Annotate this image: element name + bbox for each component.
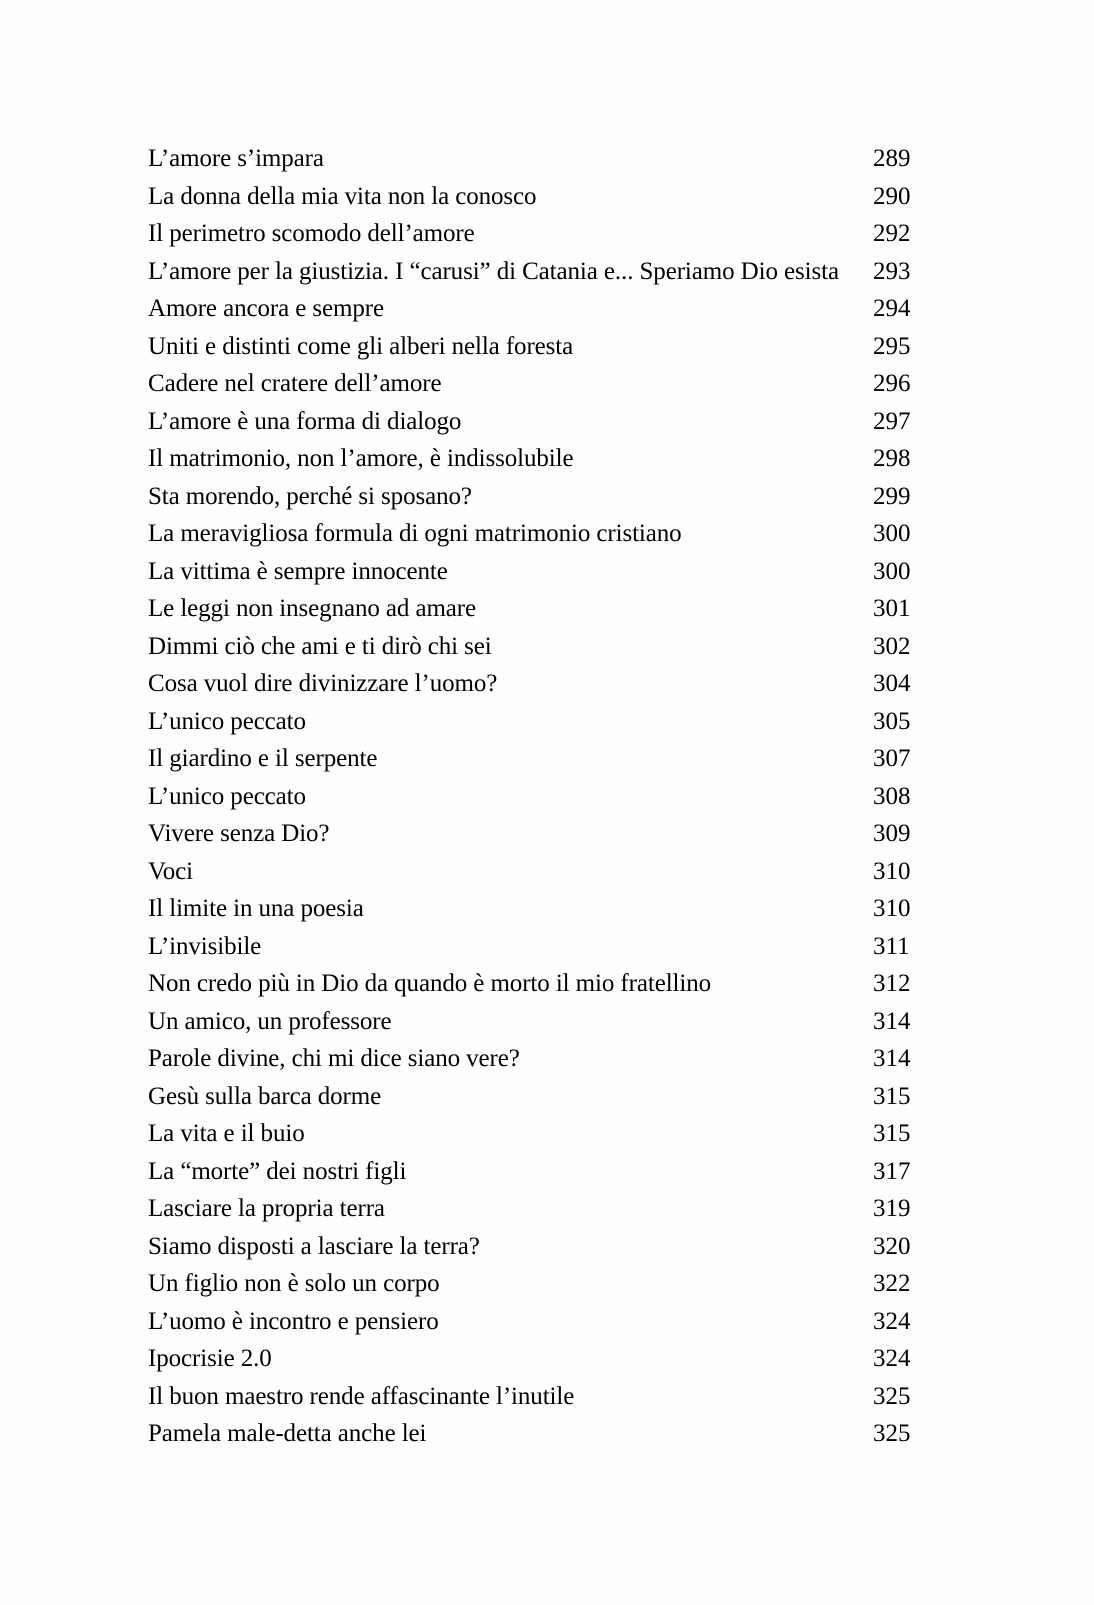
toc-entry-title: L’amore s’impara	[148, 145, 324, 172]
toc-entry-page-cell	[873, 253, 925, 294]
toc-entry-page-number: 310	[873, 895, 911, 922]
toc-entry-title-cell	[148, 665, 873, 706]
toc-entry-title-cell	[148, 215, 873, 256]
toc-entry-page-cell	[873, 178, 925, 219]
toc-entry[interactable]	[148, 590, 925, 628]
toc-entry-title: Un amico, un professore	[148, 1007, 392, 1035]
toc-entry[interactable]	[148, 815, 925, 853]
toc-entry-page-number: 315	[873, 1082, 911, 1110]
toc-entry-page-cell	[873, 665, 925, 706]
toc-entry-title: La donna della mia vita non la conosco	[148, 182, 537, 210]
toc-entry-title-cell	[148, 1003, 873, 1044]
toc-entry-title: Il limite in una poesia	[148, 895, 364, 922]
toc-entry-page-number: 294	[873, 295, 911, 322]
toc-entry-page-number: 296	[873, 370, 911, 397]
toc-entry-page-cell	[873, 478, 925, 519]
toc-entry-title: Il matrimonio, non l’amore, è indissolubile	[148, 445, 574, 472]
toc-entry-page-cell	[873, 403, 925, 444]
toc-entry-title: Dimmi ciò che ami e ti dirò chi sei	[148, 632, 492, 660]
toc-entry-title: La vittima è sempre innocente	[148, 557, 448, 585]
toc-entry[interactable]	[148, 628, 925, 666]
toc-entry-title: La vita e il buio	[148, 1120, 305, 1147]
toc-entry-page-number: 289	[873, 145, 911, 172]
toc-entry-title: Parole divine, chi mi dice siano vere?	[148, 1045, 520, 1072]
toc-entry-page-cell	[873, 1190, 925, 1231]
toc-entry-title-cell	[148, 140, 873, 181]
toc-entry-title-cell	[148, 1228, 873, 1269]
toc-entry-page-cell	[873, 590, 925, 631]
toc-entry-title-cell	[148, 965, 873, 1006]
toc-entry-title-cell	[148, 628, 873, 669]
toc-entry[interactable]	[148, 1378, 925, 1416]
toc-entry[interactable]	[148, 1003, 925, 1041]
toc-entry-page-number: 299	[873, 482, 911, 510]
toc-entry-page-cell	[873, 365, 925, 406]
toc-entry[interactable]	[148, 1340, 925, 1378]
toc-entry-page-number: 290	[873, 182, 911, 210]
toc-entry-page-cell	[873, 928, 925, 969]
toc-entry-page-number: 300	[873, 557, 911, 585]
toc-entry[interactable]	[148, 1153, 925, 1191]
toc-entry-title-cell	[148, 1265, 873, 1306]
toc-entry-page-cell	[873, 1415, 925, 1456]
toc-entry-page-cell	[873, 703, 925, 744]
toc-entry-page-number: 297	[873, 407, 911, 435]
toc-entry-title: La “morte” dei nostri figli	[148, 1157, 407, 1185]
toc-entry-page-cell	[873, 853, 925, 894]
toc-entry-page-number: 317	[873, 1157, 911, 1185]
toc-entry-page-cell	[873, 628, 925, 669]
toc-entry[interactable]	[148, 965, 925, 1003]
toc-entry[interactable]	[148, 890, 925, 928]
toc-entry-page-cell	[873, 740, 925, 781]
toc-entry[interactable]	[148, 1190, 925, 1228]
toc-entry-title: Un figlio non è solo un corpo	[148, 1270, 440, 1297]
toc-entry[interactable]	[148, 928, 925, 966]
toc-entry-title-cell	[148, 1378, 873, 1419]
toc-entry-page-cell	[873, 328, 925, 369]
toc-entry[interactable]	[148, 1115, 925, 1153]
toc-entry-title: Il perimetro scomodo dell’amore	[148, 220, 475, 247]
toc-entry-page-number: 322	[873, 1270, 911, 1297]
toc-entry-page-cell	[873, 778, 925, 819]
toc-entry-title-cell	[148, 403, 873, 444]
toc-entry-title-cell	[148, 478, 873, 519]
toc-entry-title: Uniti e distinti come gli alberi nella foresta	[148, 332, 574, 360]
toc-entry-page-number: 314	[873, 1045, 911, 1072]
toc-entry-title-cell	[148, 703, 873, 744]
toc-entry[interactable]	[148, 478, 925, 516]
toc-entry-title: Non credo più in Dio da quando è morto il mio fratellino	[148, 970, 712, 997]
toc-entry-title: L’amore per la giustizia. I “carusi” di Catania e... Speriamo Dio esista	[148, 257, 839, 285]
toc-entry-page-cell	[873, 1303, 925, 1344]
toc-entry-page-number: 314	[873, 1007, 911, 1035]
toc-entry-page-cell	[873, 1153, 925, 1194]
toc-entry[interactable]	[148, 740, 925, 778]
toc-entry[interactable]	[148, 253, 925, 291]
toc-entry-title: L’unico peccato	[148, 707, 306, 735]
toc-entry[interactable]	[148, 290, 925, 328]
toc-entry-title-cell	[148, 1190, 873, 1231]
toc-entry[interactable]	[148, 140, 925, 178]
toc-entry-title: L’invisibile	[148, 932, 262, 960]
toc-entry[interactable]	[148, 365, 925, 403]
toc-entry-page-number: 311	[873, 932, 910, 960]
toc-entry[interactable]	[148, 1228, 925, 1266]
toc-entry-title-cell	[148, 1040, 873, 1081]
toc-entry[interactable]	[148, 515, 925, 553]
toc-entry-title: Vivere senza Dio?	[148, 820, 330, 847]
toc-entry-title-cell	[148, 778, 873, 819]
toc-entry-page-cell	[873, 1003, 925, 1044]
toc-entry-page-cell	[873, 1340, 925, 1381]
toc-entry[interactable]	[148, 440, 925, 478]
toc-entry-page-cell	[873, 440, 925, 481]
toc-entry-title-cell	[148, 553, 873, 594]
toc-entry-title: Le leggi non insegnano ad amare	[148, 595, 477, 622]
toc-entry-title: L’amore è una forma di dialogo	[148, 407, 462, 435]
toc-entry-title-cell	[148, 1303, 873, 1344]
toc-entry[interactable]	[148, 553, 925, 591]
toc-entry-page-cell	[873, 1115, 925, 1156]
toc-entry-title-cell	[148, 853, 873, 894]
toc-entry-page-cell	[873, 1228, 925, 1269]
toc-entry-title-cell	[148, 890, 873, 931]
toc-entry-page-number: 319	[873, 1195, 911, 1222]
toc-entry-page-number: 295	[873, 332, 911, 360]
toc-entry-page-cell	[873, 140, 925, 181]
toc-entry-page-number: 293	[873, 257, 911, 285]
toc-entry-page-number: 310	[873, 857, 911, 885]
toc-entry-page-number: 325	[873, 1420, 911, 1447]
toc-entry-page-number: 302	[873, 632, 911, 660]
toc-entry-title: Cadere nel cratere dell’amore	[148, 370, 442, 397]
toc-entry-title: Sta morendo, perché si sposano?	[148, 482, 472, 510]
toc-entry[interactable]	[148, 1040, 925, 1078]
toc-entry-title-cell	[148, 1078, 873, 1119]
toc-entry[interactable]	[148, 665, 925, 703]
table-of-contents	[148, 140, 925, 1453]
toc-entry-title: Siamo disposti a lasciare la terra?	[148, 1232, 480, 1260]
toc-entry-page-number: 324	[873, 1345, 911, 1372]
toc-entry-page-number: 320	[873, 1232, 911, 1260]
toc-entry-page-number: 324	[873, 1307, 911, 1335]
toc-entry-page-number: 304	[873, 670, 911, 697]
toc-entry-title-cell	[148, 1415, 873, 1456]
toc-entry-title: Pamela male-detta anche lei	[148, 1420, 427, 1447]
toc-entry-page-cell	[873, 1378, 925, 1419]
toc-entry-page-number: 300	[873, 520, 911, 547]
toc-entry-title: Gesù sulla barca dorme	[148, 1082, 382, 1110]
toc-entry-page-number: 308	[873, 782, 911, 810]
toc-entry-page-cell	[873, 515, 925, 556]
toc-entry-title-cell	[148, 1153, 873, 1194]
toc-entry-page-number: 315	[873, 1120, 911, 1147]
toc-entry[interactable]	[148, 178, 925, 216]
toc-entry[interactable]	[148, 1415, 925, 1453]
toc-entry-title-cell	[148, 440, 873, 481]
toc-entry-page-cell	[873, 1265, 925, 1306]
toc-entry[interactable]	[148, 1303, 925, 1341]
toc-entry-title-cell	[148, 253, 873, 294]
toc-entry-title-cell	[148, 1340, 873, 1381]
toc-entry-page-number: 292	[873, 220, 911, 247]
toc-entry[interactable]	[148, 703, 925, 741]
toc-entry-title: La meravigliosa formula di ogni matrimonio cristiano	[148, 520, 682, 547]
toc-entry[interactable]	[148, 403, 925, 441]
toc-entry-page-cell	[873, 815, 925, 856]
toc-entry-title: Cosa vuol dire divinizzare l’uomo?	[148, 670, 498, 697]
toc-entry-page-cell	[873, 290, 925, 331]
toc-entry[interactable]	[148, 1078, 925, 1116]
toc-entry-page-number: 307	[873, 745, 911, 772]
toc-entry-title-cell	[148, 178, 873, 219]
toc-entry-page-cell	[873, 1078, 925, 1119]
toc-entry-title: Lasciare la propria terra	[148, 1195, 385, 1222]
toc-entry-title-cell	[148, 740, 873, 781]
toc-entry-page-number: 305	[873, 707, 911, 735]
toc-entry-page-number: 325	[873, 1382, 911, 1410]
toc-entry-title-cell	[148, 365, 873, 406]
toc-entry-title: Il buon maestro rende affascinante l’inutile	[148, 1382, 575, 1410]
toc-entry-title: L’uomo è incontro e pensiero	[148, 1307, 439, 1335]
toc-entry-title: Amore ancora e sempre	[148, 295, 384, 322]
toc-entry-title: Il giardino e il serpente	[148, 745, 378, 772]
toc-entry-title-cell	[148, 515, 873, 556]
toc-entry-page-cell	[873, 965, 925, 1006]
toc-entry[interactable]	[148, 778, 925, 816]
toc-entry-title-cell	[148, 1115, 873, 1156]
toc-entry-title-cell	[148, 815, 873, 856]
toc-entry-page-cell	[873, 1040, 925, 1081]
toc-entry-title: L’unico peccato	[148, 782, 306, 810]
toc-entry-page-cell	[873, 215, 925, 256]
toc-entry-title-cell	[148, 328, 873, 369]
toc-entry-title-cell	[148, 590, 873, 631]
toc-entry-page-number: 301	[873, 595, 911, 622]
toc-entry[interactable]	[148, 853, 925, 891]
toc-entry-title-cell	[148, 928, 873, 969]
toc-entry[interactable]	[148, 328, 925, 366]
toc-entry[interactable]	[148, 1265, 925, 1303]
toc-entry-title: Voci	[148, 857, 193, 885]
toc-entry-title-cell	[148, 290, 873, 331]
toc-entry-page-cell	[873, 553, 925, 594]
toc-entry-page-number: 309	[873, 820, 911, 847]
toc-entry-title: Ipocrisie 2.0	[148, 1345, 272, 1372]
toc-entry-page-cell	[873, 890, 925, 931]
toc-entry-page-number: 312	[873, 970, 911, 997]
toc-entry[interactable]	[148, 215, 925, 253]
toc-entry-page-number: 298	[873, 445, 911, 472]
